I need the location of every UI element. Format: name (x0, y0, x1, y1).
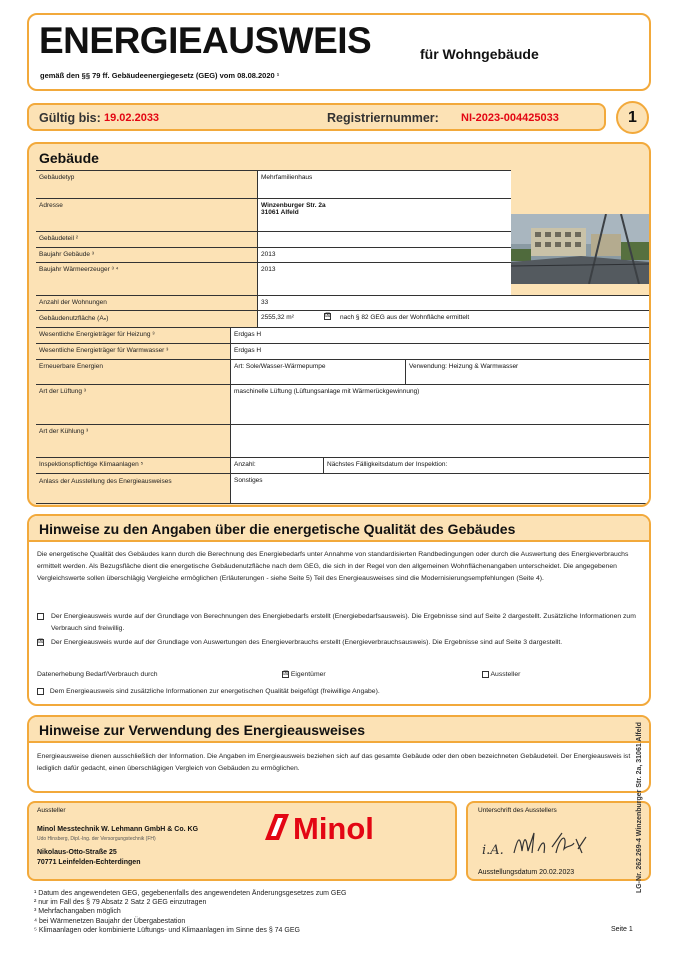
valid-until-date: 19.02.2033 (104, 112, 160, 124)
issuer-checkbox[interactable] (482, 671, 489, 678)
validity-bar (27, 103, 606, 131)
additional-info-checkbox[interactable] (37, 688, 44, 695)
registration-label: Registriernummer: (327, 111, 439, 125)
page-number-badge: 1 (616, 101, 649, 134)
issuer-street: Nikolaus-Otto-Straße 25 (37, 849, 117, 856)
table-row: Gebäudeteil ² (36, 231, 511, 247)
table-row: Wesentliche Energieträger für Heizung ³ Erdgas H (36, 327, 649, 343)
footnote: ¹ Datum des angewendeten GEG, gegebenenfalls des angewendeten Änderungsgesetzes zum GEG (34, 890, 347, 897)
table-row: Baujahr Wärmeerzeuger ³ ⁴ 2013 (36, 262, 511, 295)
table-row: Art der Kühlung ³ (36, 424, 649, 457)
signature-icon (512, 829, 592, 861)
option-additional-info: Dem Energieausweis sind zusätzliche Informationen zur energetischen Qualität beigefügt (freiwillige Angabe). (37, 686, 641, 698)
header-box (27, 13, 651, 91)
side-reference: LG-Nr. 262.269-4 Winzenburger Str. 2a, 31061 Alfeld (636, 722, 643, 893)
valid-until-label: Gültig bis: (39, 111, 101, 125)
usage-notes-section (27, 715, 651, 793)
quality-notes-title: Hinweise zu den Angaben über die energetische Qualität des Gebäudes (39, 521, 516, 537)
option-consumption: ☒ Der Energieausweis wurde auf der Grundlage von Auswertungen des Energieverbrauchs erstellt (Energieverbrauchsausweis). Die Ergebnisse sind auf Seite 3 dargestellt. (38, 638, 563, 646)
building-section-title: Gebäude (39, 150, 99, 166)
building-photo (511, 214, 649, 284)
footnotes (34, 889, 594, 935)
table-row: Art der Lüftung ³ maschinelle Lüftung (Lüftungsanlage mit Wärmerückgewinnung) (36, 384, 649, 424)
table-row: Adresse Winzenburger Str. 2a 31061 Alfeld (36, 198, 511, 231)
building-table (36, 170, 649, 504)
registration-number: NI-2023-004425033 (461, 112, 559, 124)
table-row: Anlass der Ausstellung des Energieausweises Sonstiges (36, 473, 649, 504)
svg-text:Minol: Minol (293, 812, 374, 842)
issuer-box (27, 801, 457, 881)
usage-notes-title: Hinweise zur Verwendung des Energieausweises (39, 722, 366, 738)
signature-box: Unterschrift des Ausstellers i.A. Ausstellungsdatum 20.02.2023 (466, 801, 651, 881)
consumption-checkbox[interactable]: ☒ (38, 638, 44, 645)
document-title: ENERGIEAUSWEIS (39, 20, 372, 61)
minol-logo (265, 812, 449, 842)
table-row: Wesentliche Energieträger für Warmwasser ³ Erdgas H (36, 343, 649, 359)
floor-area-cell: 2555,32 m² ☒ nach § 82 GEG aus der Wohnfläche ermittelt (257, 311, 649, 327)
address-cell: Winzenburger Str. 2a 31061 Alfeld (257, 199, 511, 231)
table-row: Anzahl der Wohnungen 33 (36, 295, 649, 310)
page-label: Seite 1 (611, 926, 633, 933)
table-row: Gebäudenutzfläche (Aₙ) 2555,32 m² ☒ nach § 82 GEG aus der Wohnfläche ermittelt (36, 310, 649, 327)
option-demand: Der Energieausweis wurde auf der Grundlage von Berechnungen des Energiebedarfs erstellt (Energiebedarfsausweis). Die Ergebnisse sind auf Seite 2 dargestellt. Zusätzliche Informationen zum Verbrauch sind freiwillig. (37, 611, 641, 623)
area-checkbox[interactable]: ☒ (325, 313, 331, 319)
signature-label: Unterschrift des Ausstellers (478, 807, 557, 814)
issuer-city: 70771 Leinfelden-Echterdingen (37, 859, 141, 866)
issue-date: Ausstellungsdatum 20.02.2023 (478, 869, 575, 876)
table-row: Erneuerbare Energien Art: Sole/Wasser-Wärmepumpe Verwendung: Heizung & Warmwasser (36, 359, 649, 384)
quality-notes-text: Die energetische Qualität des Gebäudes kann durch die Berechnung des Energiebedarfs unter Annahme von standardisierten Randbedingungen oder durch die Auswertung des Energieverbrauchs ermittelt werden. Als Bezugsfläche dient die energetische Gebäudenutzfläche nach dem GEG, die sich in der Regel von den allgemeinen Wohnflächenangaben unterscheidet. Die angegebenen Vergleichswerte sollen überschlägig Vergleiche ermöglichen (Erläuterungen - siehe Seite 5) Teil des Energieausweises sind die Modernisierungsempfehlungen (Seite 4). (37, 551, 629, 582)
issuer-label: Aussteller (37, 807, 66, 814)
issuer-company: Minol Messtechnik W. Lehmann GmbH & Co. KG (37, 826, 199, 833)
data-collection-row: Datenerhebung Bedarf/Verbrauch durch ☒ Eigentümer Aussteller (37, 670, 521, 678)
owner-checkbox[interactable]: ☒ (283, 670, 289, 677)
footnote: ³ Mehrfachangaben möglich (34, 908, 121, 916)
document-subtitle: für Wohngebäude (420, 46, 539, 62)
issuer-person: Udo Hinsberg, Dipl.-Ing. der Versorgungstechnik (FH) (37, 836, 156, 842)
footnote: ² nur im Fall des § 79 Absatz 2 Satz 2 GEG einzutragen (34, 899, 207, 907)
footnote: ⁴ bei Wärmenetzen Baujahr der Übergabestation (34, 917, 186, 925)
legal-reference: gemäß den §§ 79 ff. Gebäudeenergiegesetz (GEG) vom 08.08.2020 ¹ (40, 71, 280, 80)
table-row: Baujahr Gebäude ³ 2013 (36, 247, 511, 262)
usage-notes-text: Energieausweise dienen ausschließlich der Information. Die Angaben im Energieausweis beziehen sich auf das gesamte Gebäude oder den oben bezeichneten Gebäudeteil. Der Energieausweis ist lediglich dafür gedacht, einen überschlägigen Vergleich von Gebäuden zu ermöglichen. (37, 753, 631, 772)
building-section (27, 142, 651, 507)
table-row: Gebäudetyp Mehrfamilienhaus (36, 170, 511, 198)
demand-checkbox[interactable] (37, 613, 44, 620)
quality-notes-section (27, 514, 651, 706)
footnote: ⁵ Klimaanlagen oder kombinierte Lüftungs- und Klimaanlagen im Sinne des § 74 GEG (34, 926, 300, 934)
table-row: Inspektionspflichtige Klimaanlagen ⁵ Anzahl: Nächstes Fälligkeitsdatum der Inspektion: (36, 457, 649, 473)
